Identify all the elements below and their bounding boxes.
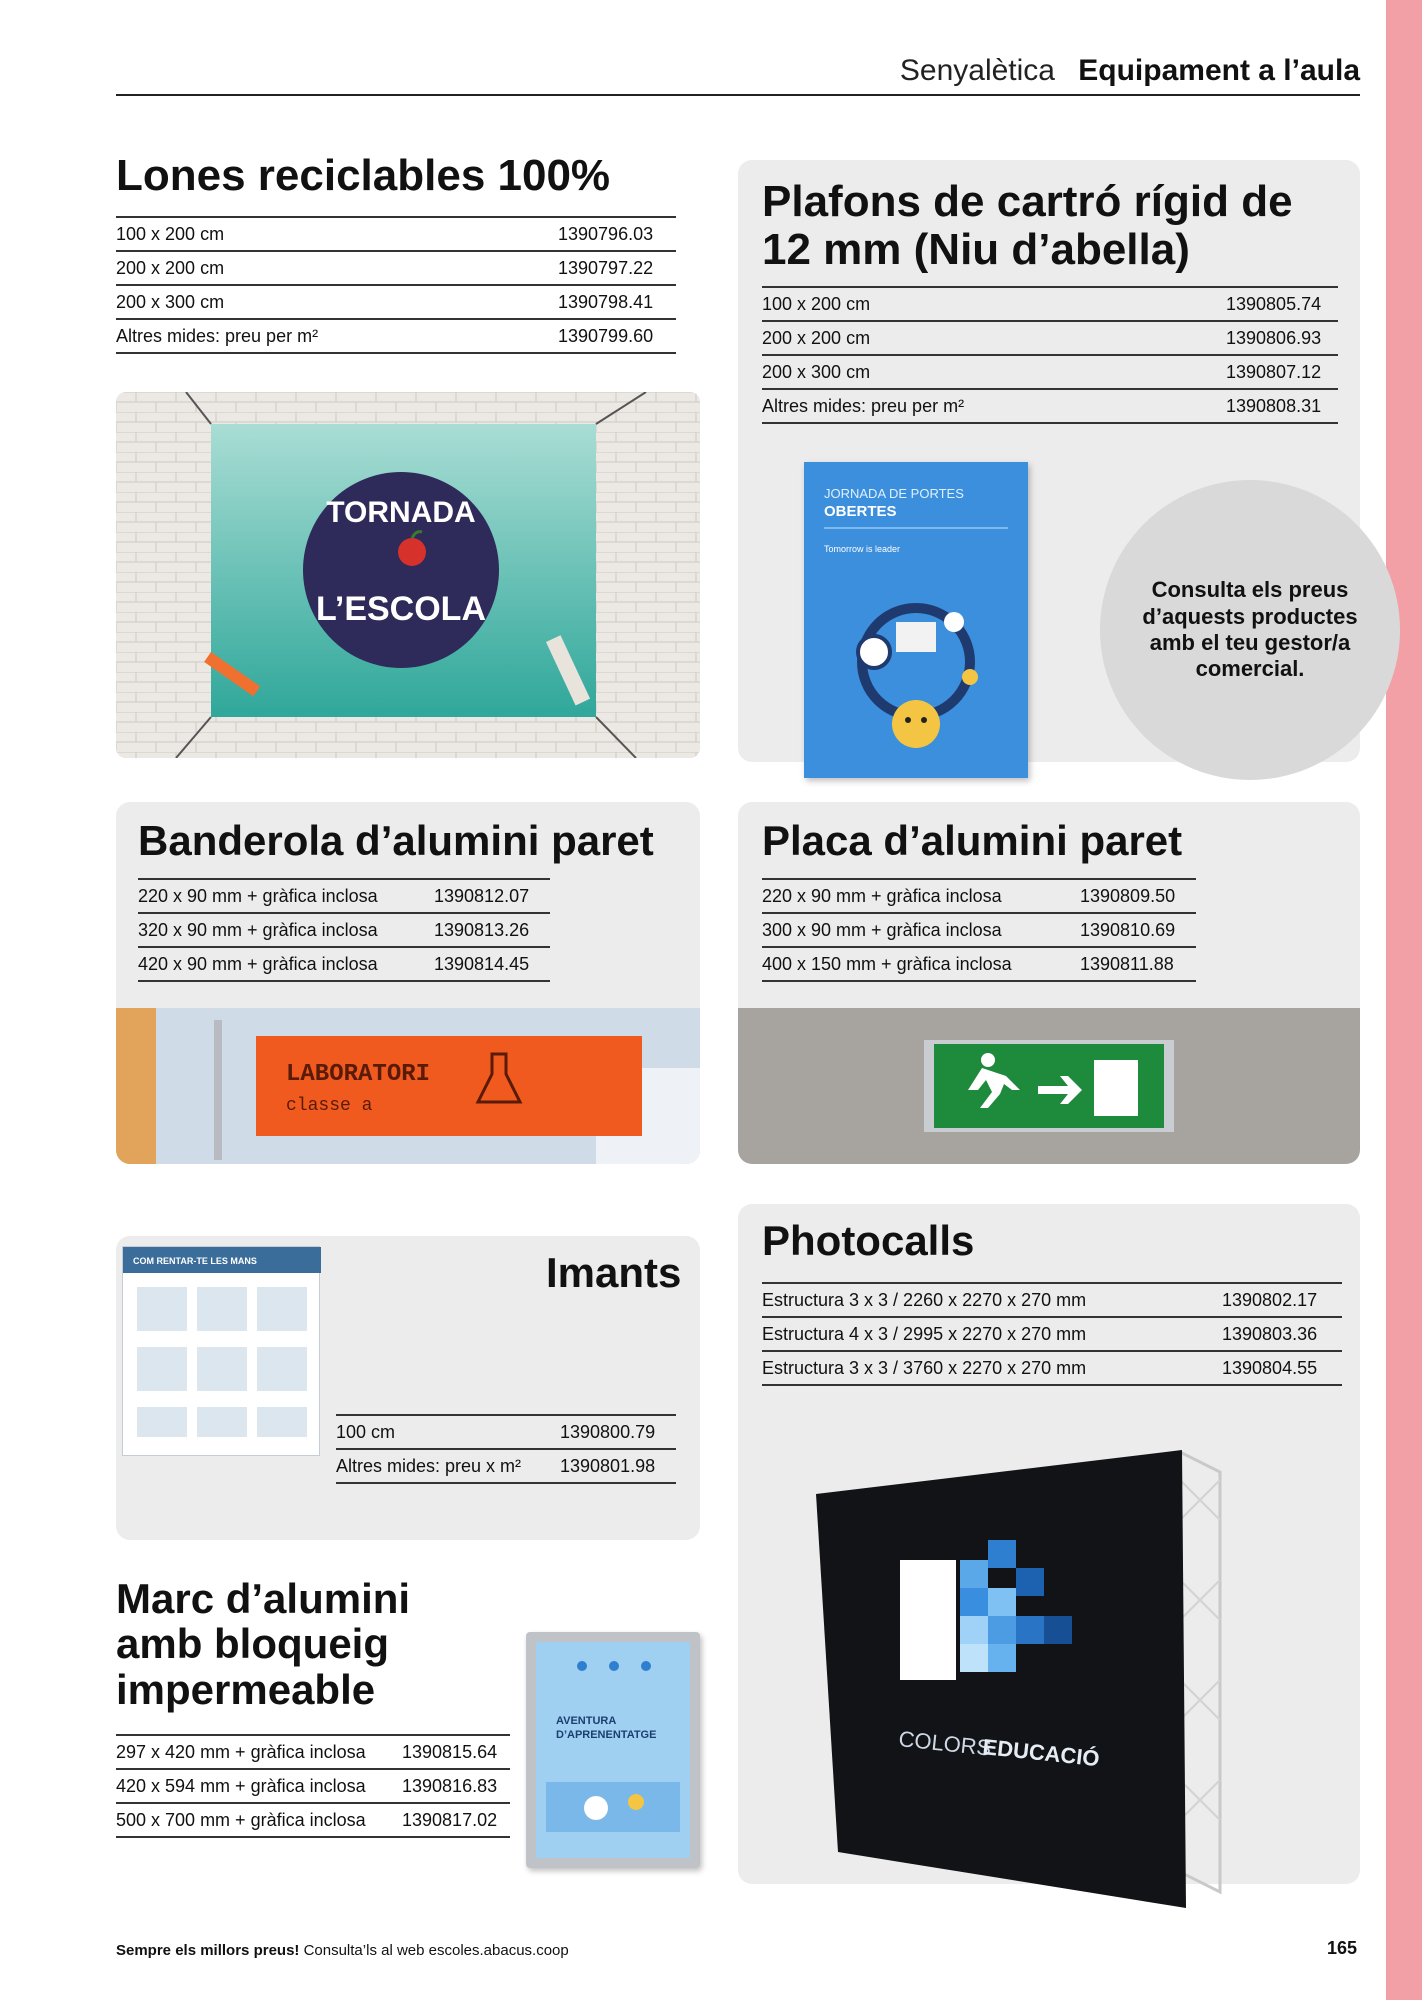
svg-text:classe a: classe a xyxy=(286,1096,373,1116)
table-row: 220 x 90 mm + gràfica inclosa 1390812.07 xyxy=(138,879,550,913)
table-row: 500 x 700 mm + gràfica inclosa 1390817.02 xyxy=(116,1803,510,1837)
plafons-title: Plafons de cartró rígid de 12 mm (Niu d’abella) xyxy=(762,177,1293,274)
table-row: 200 x 300 cm 1390798.41 xyxy=(116,285,676,319)
page-header xyxy=(116,48,1360,96)
placa-spec-table xyxy=(762,878,1196,982)
page-number: 165 xyxy=(1327,1938,1358,1958)
svg-text:D’APRENENTATGE: D’APRENENTATGE xyxy=(556,1729,657,1741)
svg-text:TORNADA: TORNADA xyxy=(326,496,476,529)
table-row: 297 x 420 mm + gràfica inclosa 1390815.64 xyxy=(116,1735,510,1769)
table-row: Altres mides: preu per m² 1390808.31 xyxy=(762,389,1338,423)
table-row: 420 x 90 mm + gràfica inclosa 1390814.45 xyxy=(138,947,550,981)
imants-spec-table xyxy=(336,1414,676,1484)
imants-poster-image xyxy=(122,1246,320,1456)
placa-title: Placa d’alumini paret xyxy=(762,817,1183,864)
imants-title: Imants xyxy=(546,1249,682,1296)
table-row: 400 x 150 mm + gràfica inclosa 1390811.88 xyxy=(762,947,1196,981)
table-row: 200 x 200 cm 1390806.93 xyxy=(762,321,1338,355)
consulta-preus-badge: Consulta els preus d’aquests productes amb el teu gestor/a comercial. xyxy=(1100,480,1400,780)
placa-exit-sign-image xyxy=(738,1008,1360,1164)
table-row: Altres mides: preu per m² 1390799.60 xyxy=(116,319,676,353)
svg-text:AVENTURA: AVENTURA xyxy=(556,1715,617,1727)
svg-text:OBERTES: OBERTES xyxy=(824,503,897,520)
table-row: 100 cm 1390800.79 xyxy=(336,1415,676,1449)
marc-title: Marc d’alumini amb bloqueig impermeable xyxy=(116,1575,411,1713)
table-row: Estructura 4 x 3 / 2995 x 2270 x 270 mm 1390803.36 xyxy=(762,1317,1342,1351)
lones-title: Lones reciclables 100% xyxy=(116,151,611,200)
table-row: 100 x 200 cm 1390805.74 xyxy=(762,287,1338,321)
svg-text:JORNADA DE PORTES: JORNADA DE PORTES xyxy=(824,486,964,501)
photocall-image xyxy=(810,1440,1230,1910)
banderola-title: Banderola d’alumini paret xyxy=(138,817,654,864)
banderola-spec-table xyxy=(138,878,550,982)
footer-promo: Sempre els millors preus! Consulta’ls al web escoles.abacus.coop xyxy=(116,1942,569,1959)
plafons-spec-table xyxy=(762,286,1338,424)
svg-text:LABORATORI: LABORATORI xyxy=(286,1061,431,1088)
table-row: 200 x 300 cm 1390807.12 xyxy=(762,355,1338,389)
svg-text:COLORS: COLORS xyxy=(897,1726,993,1761)
lones-spec-table xyxy=(116,216,676,354)
photocalls-title: Photocalls xyxy=(762,1217,975,1264)
marc-frame-image xyxy=(526,1632,700,1868)
side-color-strip xyxy=(1386,0,1422,2000)
svg-text:EDUCACIÓ: EDUCACIÓ xyxy=(981,1734,1101,1772)
table-row: 200 x 200 cm 1390797.22 xyxy=(116,251,676,285)
header-section: Senyalètica xyxy=(899,54,1055,87)
table-row: 300 x 90 mm + gràfica inclosa 1390810.69 xyxy=(762,913,1196,947)
banderola-sign-image xyxy=(116,1008,700,1164)
plafons-poster-image xyxy=(804,462,1028,778)
marc-spec-table xyxy=(116,1734,510,1838)
table-row: 100 x 200 cm 1390796.03 xyxy=(116,217,676,251)
table-row: 420 x 594 mm + gràfica inclosa 1390816.83 xyxy=(116,1769,510,1803)
svg-text:COM RENTAR-TE LES MANS: COM RENTAR-TE LES MANS xyxy=(133,1256,257,1266)
lones-banner-image xyxy=(116,392,700,758)
table-row: Estructura 3 x 3 / 3760 x 2270 x 270 mm 1390804.55 xyxy=(762,1351,1342,1385)
photocalls-spec-table xyxy=(762,1282,1342,1386)
table-row: Estructura 3 x 3 / 2260 x 2270 x 270 mm 1390802.17 xyxy=(762,1283,1342,1317)
table-row: Altres mides: preu x m² 1390801.98 xyxy=(336,1449,676,1483)
svg-text:L’ESCOLA: L’ESCOLA xyxy=(315,590,487,628)
svg-text:Tomorrow is leader: Tomorrow is leader xyxy=(824,544,901,554)
table-row: 220 x 90 mm + gràfica inclosa 1390809.50 xyxy=(762,879,1196,913)
table-row: 320 x 90 mm + gràfica inclosa 1390813.26 xyxy=(138,913,550,947)
header-category: Equipament a l’aula xyxy=(1078,54,1360,87)
